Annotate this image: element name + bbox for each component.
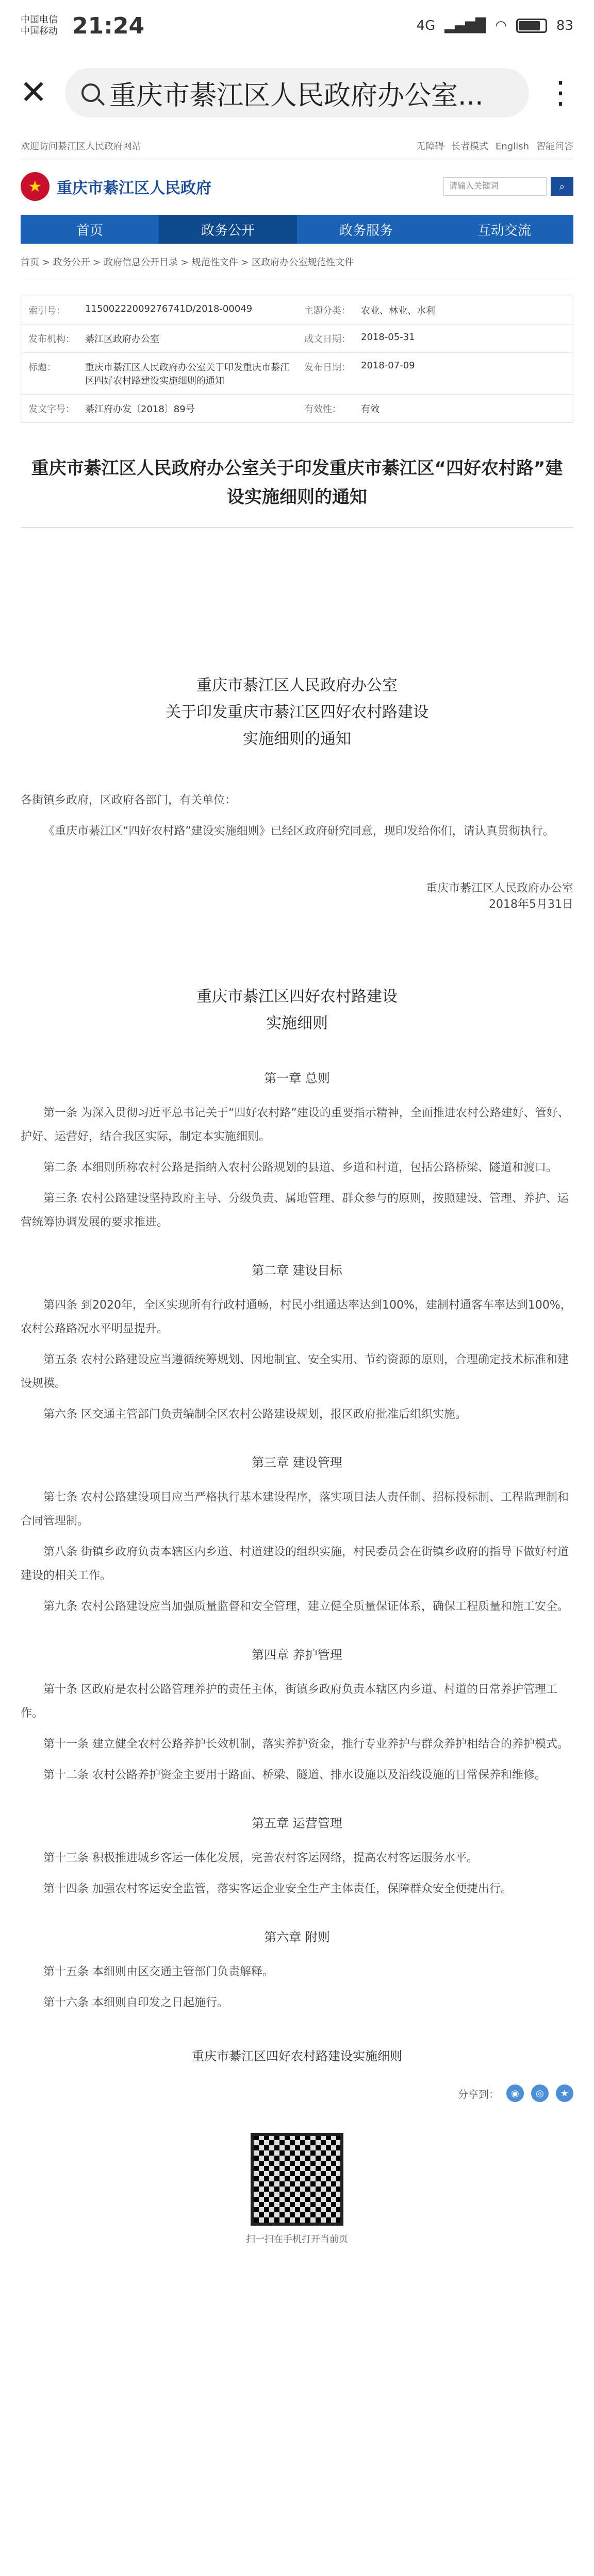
network-icon: 4G: [416, 18, 436, 33]
site-search-button[interactable]: ⌕: [551, 177, 573, 196]
brand-name: 重庆市綦江区人民政府: [57, 179, 211, 197]
rule-paragraph: 第六条 区交通主管部门负责编制全区农村公路建设规划，报区政府批准后组织实施。: [43, 1408, 467, 1421]
status-left: [21, 13, 144, 39]
meta-key: 发文字号：: [28, 404, 75, 415]
meta-row: [21, 296, 573, 325]
meta-value: 重庆市綦江区人民政府办公室关于印发重庆市綦江区四好农村路建设实施细则的通知: [85, 362, 289, 386]
meta-key: 有效性：: [304, 404, 341, 415]
signature-org: 重庆市綦江区人民政府办公室: [425, 882, 573, 895]
top-link[interactable]: 长者模式: [451, 141, 488, 152]
rule-paragraph: 第一条 为深入贯彻习近平总书记关于“四好农村路”建设的重要指示精神，全面推进农村公路建好、管好、护好、运营好，结合我区实际，制定本实施细则。: [21, 1107, 569, 1143]
notice-salutation: 各街镇乡政府，区政府各部门，有关单位：: [21, 794, 237, 807]
share-row: [21, 2084, 573, 2102]
weibo-share-icon[interactable]: ◎: [531, 2084, 549, 2102]
site-search: [443, 177, 573, 196]
rule-paragraph: 第七条 农村公路建设项目应当严格执行基本建设程序，落实项目法人责任制、招标投标制、工程监理制和合同管理制。: [21, 1491, 569, 1528]
meta-key: 主题分类：: [304, 306, 351, 316]
wifi-icon: ◠: [495, 18, 507, 33]
brand[interactable]: [21, 172, 211, 201]
carrier-2: 中国移动: [21, 26, 58, 37]
page-title: 重庆市綦江区人民政府办公室关于印发重庆市綦江区“四好农村路”建设实施细则的通知: [31, 458, 563, 507]
nav-item[interactable]: 互动交流: [477, 223, 531, 239]
wechat-share-icon[interactable]: ◉: [506, 2084, 524, 2102]
meta-table: [21, 296, 573, 423]
notice-heading-line: 关于印发重庆市綦江区四好农村路建设: [166, 703, 428, 721]
rule-paragraph: 第二条 本细则所称农村公路是指纳入农村公路规划的县道、乡道和村道，包括公路桥梁、隧道和渡口。: [43, 1161, 557, 1174]
rule-paragraph: 第五条 农村公路建设应当遵循统筹规划、因地制宜、安全实用、节约资源的原则，合理确定技术标准和建设规模。: [21, 1353, 569, 1390]
rule-paragraph: 第十六条 本细则自印发之日起施行。: [43, 1996, 228, 2009]
qr-code: [251, 2133, 343, 2226]
top-link[interactable]: English: [496, 141, 529, 152]
rules-heading-line: 实施细则: [266, 1014, 328, 1032]
browser-bar: [0, 52, 594, 134]
brand-row: [21, 158, 573, 215]
rule-paragraph: 第三条 农村公路建设坚持政府主导、分级负责、属地管理、群众参与的原则，按照建设、管理、养护、运营统筹协调发展的要求推进。: [21, 1192, 569, 1229]
rule-paragraph: 第十二条 农村公路养护资金主要用于路面、桥梁、隧道、排水设施以及沿线设施的日常保养和维修。: [43, 1769, 546, 1782]
meta-cell: [21, 296, 297, 324]
qr-block: [245, 2133, 349, 2245]
rules-body: [21, 1068, 573, 2015]
top-links: [409, 139, 573, 152]
meta-cell: [21, 325, 297, 352]
rule-paragraph: 第四条 到2020年，全区实现所有行政村通畅，村民小组通达率达到100%，建制村通客车率达到100%，农村公路路况水平明显提升。: [21, 1299, 572, 1335]
page-content: [0, 134, 594, 2245]
meta-value: 綦江府办发〔2018〕89号: [85, 404, 195, 415]
chapter-title: 第四章 养护管理: [252, 1648, 342, 1662]
more-icon[interactable]: ⋮: [545, 75, 576, 111]
meta-cell: [21, 353, 297, 394]
meta-value: 11500222009276741D/2018-00049: [85, 303, 253, 314]
chapter-title: 第六章 附则: [264, 1930, 330, 1944]
rule-paragraph: 第十一条 建立健全农村公路养护长效机制，落实养护资金，推行专业养护与群众养护相结合的养护模式。: [43, 1738, 569, 1751]
site-topline: [21, 134, 573, 158]
top-link[interactable]: 无障碍: [416, 141, 444, 152]
breadcrumb: 首页 > 政务公开 > 政府信息公开目录 > 规范性文件 > 区政府办公室规范性文件: [21, 244, 573, 280]
clock: 21:24: [72, 12, 145, 39]
battery-icon: [516, 19, 547, 33]
meta-cell: [297, 395, 573, 422]
main-nav: [21, 215, 573, 244]
meta-key: 发布日期：: [304, 362, 351, 373]
rule-paragraph: 第九条 农村公路建设应当加强质量监督和安全管理，建立健全质量保证体系，确保工程质量和施工安全。: [43, 1600, 569, 1613]
meta-value: 綦江区政府办公室: [85, 334, 159, 345]
meta-value: 2018-07-09: [361, 360, 415, 371]
close-icon[interactable]: ✕: [20, 74, 47, 112]
meta-cell: [297, 353, 573, 394]
welcome-text: 欢迎访问綦江区人民政府网站: [21, 141, 141, 152]
rule-paragraph: 第十三条 积极推进城乡客运一体化发展，完善农村客运网络，提高农村客运服务水平。: [43, 1852, 478, 1865]
meta-value: 有效: [361, 404, 380, 415]
rule-paragraph: 第十四条 加强农村客运安全监管，落实客运企业安全生产主体责任，保障群众安全便捷出行。: [43, 1883, 512, 1895]
chapter-title: 第二章 建设目标: [252, 1263, 342, 1278]
signature: [21, 879, 573, 911]
address-url: 重庆市綦江区人民政府办公室...: [109, 80, 484, 111]
meta-key: 成文日期：: [304, 334, 351, 345]
notice-heading-line: 重庆市綦江区人民政府办公室: [196, 676, 398, 694]
chapter-title: 第一章 总则: [264, 1071, 330, 1086]
carrier-info: [21, 14, 58, 37]
meta-cell: [297, 325, 573, 352]
meta-cell: [297, 296, 573, 324]
rule-paragraph: 第十五条 本细则由区交通主管部门负责解释。: [43, 1965, 274, 1978]
meta-value: 2018-05-31: [361, 332, 415, 343]
attachment-title[interactable]: 重庆市綦江区四好农村路建设实施细则: [192, 2049, 402, 2063]
meta-key: 标题：: [28, 362, 56, 373]
meta-row: [21, 395, 573, 422]
notice-paragraph: 《重庆市綦江区“四好农村路”建设实施细则》已经区政府研究同意，现印发给你们，请认真贯彻执行。: [43, 825, 554, 838]
status-right: [417, 18, 573, 33]
rule-paragraph: 第十条 区政府是农村公路管理养护的责任主体，街镇乡政府负责本辖区内乡道、村道的日常养护管理工作。: [21, 1683, 557, 1720]
signature-date: 2018年5月31日: [489, 898, 573, 911]
chapter-title: 第五章 运营管理: [252, 1816, 342, 1831]
battery-percent: 83: [556, 18, 573, 33]
share-label: 分享到：: [458, 2088, 499, 2100]
meta-key: 发布机构：: [28, 334, 75, 345]
qzone-share-icon[interactable]: ★: [556, 2084, 573, 2102]
nav-item[interactable]: 政务服务: [339, 223, 393, 239]
top-link[interactable]: 智能问答: [536, 141, 573, 152]
notice-heading: [21, 672, 573, 753]
chapter-title: 第三章 建设管理: [252, 1455, 342, 1470]
meta-value: 农业、林业、水利: [361, 306, 435, 316]
meta-row: [21, 325, 573, 353]
notice-body: [21, 789, 573, 843]
site-search-input[interactable]: [443, 177, 547, 196]
nav-item[interactable]: 首页: [76, 223, 103, 239]
emblem-icon: ★: [21, 172, 50, 201]
status-bar: [0, 0, 594, 52]
rule-paragraph: 第八条 街镇乡政府负责本辖区内乡道、村道建设的组织实施，村民委员会在街镇乡政府的指导下做好村道建设的相关工作。: [21, 1546, 569, 1582]
divider: [21, 527, 573, 528]
notice-heading-line: 实施细则的通知: [243, 730, 351, 748]
address-bar[interactable]: [65, 68, 529, 117]
search-icon: [81, 83, 100, 102]
rules-heading: [21, 984, 573, 1037]
meta-key: 索引号：: [28, 306, 65, 316]
rules-heading-line: 重庆市綦江区四好农村路建设: [196, 988, 398, 1006]
battery-fill: [519, 21, 540, 30]
meta-cell: [21, 395, 297, 422]
signal-icon: ▂▄▆█: [444, 18, 486, 33]
qr-caption: 扫一扫在手机打开当前页: [246, 2234, 348, 2245]
carrier-1: 中国电信: [21, 14, 58, 25]
nav-item[interactable]: 政务公开: [159, 215, 297, 244]
meta-row: [21, 353, 573, 395]
